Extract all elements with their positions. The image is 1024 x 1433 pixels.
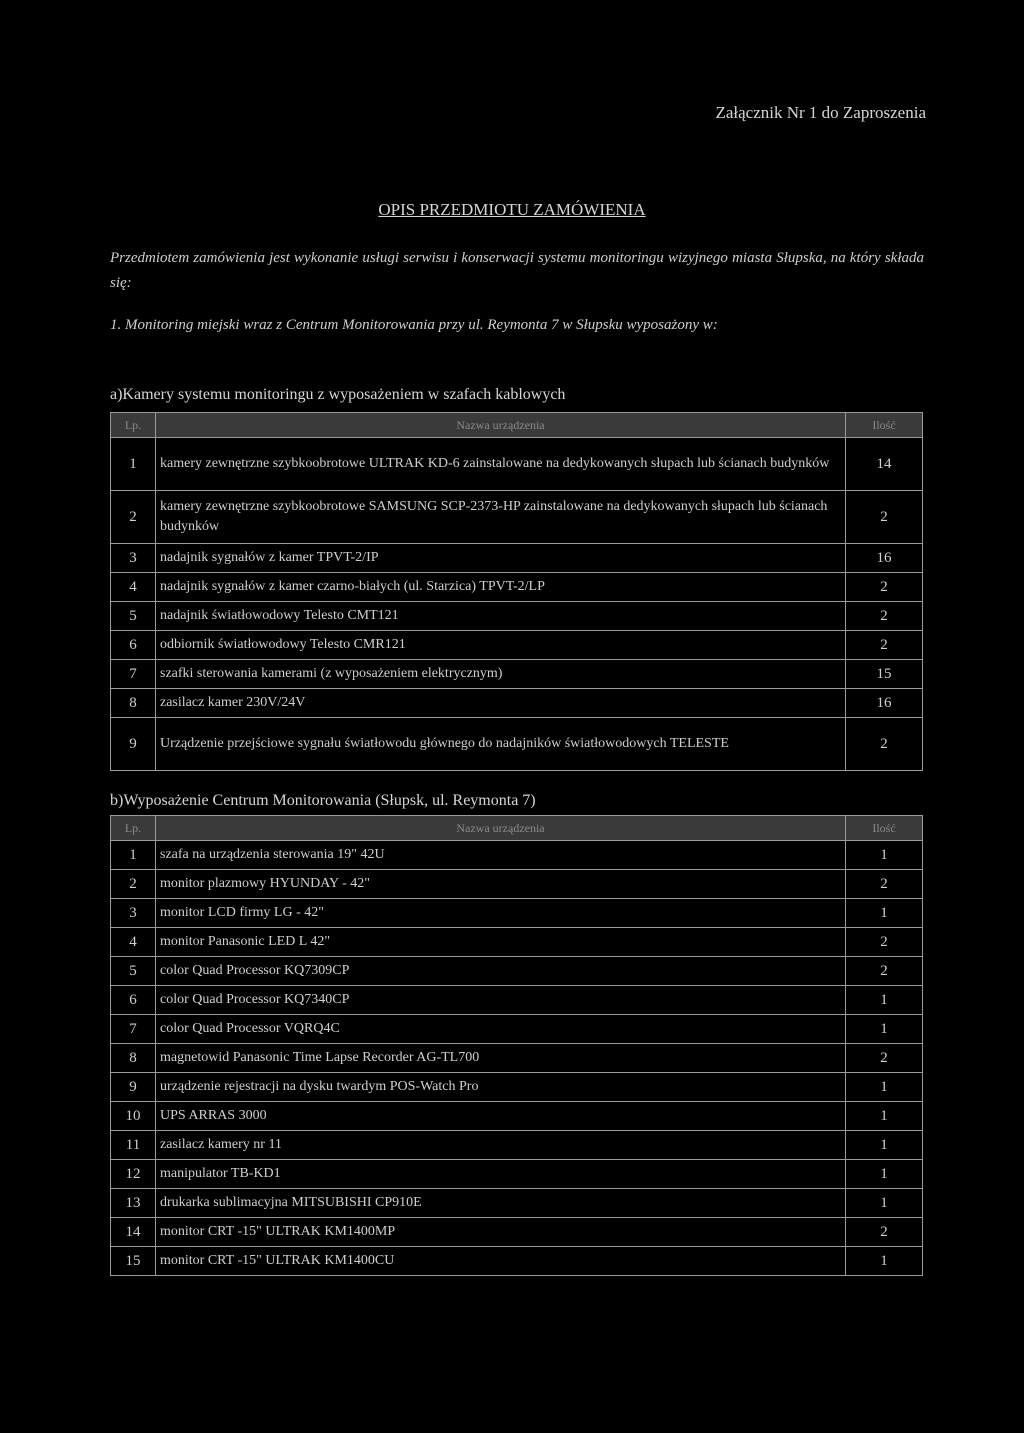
document-title: OPIS PRZEDMIOTU ZAMÓWIENIA [378, 200, 646, 219]
row-quantity: 1 [846, 841, 923, 870]
table-row [111, 986, 923, 1015]
row-quantity: 14 [846, 438, 923, 491]
row-quantity: 15 [846, 660, 923, 689]
row-description: Urządzenie przejściowe sygnału światłowodu głównego do nadajników światłowodowych TELESTE [156, 718, 846, 771]
row-quantity: 1 [846, 1073, 923, 1102]
row-description: zasilacz kamer 230V/24V [156, 689, 846, 718]
row-number: 4 [111, 573, 156, 602]
row-number: 5 [111, 602, 156, 631]
table-row [111, 1044, 923, 1073]
table-a-header-row [111, 413, 923, 438]
table-row [111, 718, 923, 771]
table-b-heading: b)Wyposażenie Centrum Monitorowania (Słupsk, ul. Reymonta 7) [110, 792, 536, 809]
row-description: manipulator TB-KD1 [156, 1160, 846, 1189]
table-row [111, 928, 923, 957]
column-header-quantity: Ilość [846, 413, 923, 438]
table-row [111, 573, 923, 602]
table-row [111, 1189, 923, 1218]
row-description: monitor CRT -15" ULTRAK KM1400CU [156, 1247, 846, 1276]
row-description: monitor Panasonic LED L 42" [156, 928, 846, 957]
row-number: 1 [111, 438, 156, 491]
row-number: 8 [111, 689, 156, 718]
row-quantity: 2 [846, 602, 923, 631]
table-b-header-row [111, 816, 923, 841]
row-description: color Quad Processor VQRQ4C [156, 1015, 846, 1044]
row-number: 6 [111, 631, 156, 660]
row-number: 7 [111, 1015, 156, 1044]
column-header-quantity: Ilość [846, 816, 923, 841]
table-a-heading: a)Kamery systemu monitoringu z wyposażeniem w szafach kablowych [110, 386, 566, 403]
row-number: 8 [111, 1044, 156, 1073]
row-quantity: 1 [846, 1247, 923, 1276]
row-description: urządzenie rejestracji na dysku twardym POS-Watch Pro [156, 1073, 846, 1102]
row-description: color Quad Processor KQ7309CP [156, 957, 846, 986]
row-number: 3 [111, 899, 156, 928]
row-quantity: 2 [846, 631, 923, 660]
row-number: 9 [111, 1073, 156, 1102]
row-description: monitor LCD firmy LG - 42" [156, 899, 846, 928]
row-description: nadajnik sygnałów z kamer czarno-białych (ul. Starzica) TPVT-2/LP [156, 573, 846, 602]
table-row [111, 1160, 923, 1189]
row-quantity: 2 [846, 718, 923, 771]
table-row [111, 899, 923, 928]
table-row [111, 602, 923, 631]
table-row [111, 660, 923, 689]
row-description: szafki sterowania kamerami (z wyposażeniem elektrycznym) [156, 660, 846, 689]
table-b [110, 815, 923, 1276]
table-row [111, 1015, 923, 1044]
row-description: nadajnik światłowodowy Telesto CMT121 [156, 602, 846, 631]
table-a [110, 412, 923, 771]
row-number: 11 [111, 1131, 156, 1160]
row-number: 6 [111, 986, 156, 1015]
row-quantity: 2 [846, 491, 923, 544]
table-row [111, 1073, 923, 1102]
row-quantity: 2 [846, 870, 923, 899]
table-row [111, 544, 923, 573]
row-description: monitor plazmowy HYUNDAY - 42" [156, 870, 846, 899]
row-number: 2 [111, 491, 156, 544]
row-description: kamery zewnętrzne szybkoobrotowe SAMSUNG SCP-2373-HP zainstalowane na dedykowanych słupach lub ścianach budynków [156, 491, 846, 544]
table-row [111, 1247, 923, 1276]
table-row [111, 1102, 923, 1131]
table-row [111, 689, 923, 718]
row-quantity: 1 [846, 1015, 923, 1044]
table-row [111, 1218, 923, 1247]
table-row [111, 631, 923, 660]
table-row [111, 1131, 923, 1160]
table-row [111, 438, 923, 491]
column-header-description: Nazwa urządzenia [156, 413, 846, 438]
row-number: 12 [111, 1160, 156, 1189]
row-quantity: 2 [846, 1218, 923, 1247]
row-number: 15 [111, 1247, 156, 1276]
row-quantity: 2 [846, 573, 923, 602]
row-description: kamery zewnętrzne szybkoobrotowe ULTRAK KD-6 zainstalowane na dedykowanych słupach lub ścianach budynków [156, 438, 846, 491]
row-description: odbiornik światłowodowy Telesto CMR121 [156, 631, 846, 660]
row-number: 4 [111, 928, 156, 957]
row-quantity: 16 [846, 544, 923, 573]
row-number: 9 [111, 718, 156, 771]
row-number: 13 [111, 1189, 156, 1218]
row-number: 1 [111, 841, 156, 870]
row-number: 3 [111, 544, 156, 573]
table-row [111, 870, 923, 899]
row-quantity: 1 [846, 1102, 923, 1131]
table-row [111, 491, 923, 544]
row-quantity: 1 [846, 986, 923, 1015]
row-quantity: 1 [846, 1131, 923, 1160]
row-quantity: 16 [846, 689, 923, 718]
row-quantity: 1 [846, 1189, 923, 1218]
row-description: drukarka sublimacyjna MITSUBISHI CP910E [156, 1189, 846, 1218]
row-description: nadajnik sygnałów z kamer TPVT-2/IP [156, 544, 846, 573]
row-number: 10 [111, 1102, 156, 1131]
row-description: magnetowid Panasonic Time Lapse Recorder AG-TL700 [156, 1044, 846, 1073]
annex-label: Załącznik Nr 1 do Zaproszenia [715, 103, 926, 122]
table-row [111, 957, 923, 986]
row-description: zasilacz kamery nr 11 [156, 1131, 846, 1160]
row-quantity: 1 [846, 1160, 923, 1189]
row-number: 2 [111, 870, 156, 899]
column-header-number: Lp. [111, 413, 156, 438]
section-1-heading: 1. Monitoring miejski wraz z Centrum Monitorowania przy ul. Reymonta 7 w Słupsku wyposażony w: [110, 317, 718, 333]
row-description: monitor CRT -15" ULTRAK KM1400MP [156, 1218, 846, 1247]
row-quantity: 2 [846, 957, 923, 986]
row-quantity: 2 [846, 928, 923, 957]
column-header-description: Nazwa urządzenia [156, 816, 846, 841]
row-number: 5 [111, 957, 156, 986]
intro-paragraph: Przedmiotem zamówienia jest wykonanie usługi serwisu i konserwacji systemu monitoringu wizyjnego miasta Słupska, na który składa się: [110, 250, 924, 291]
row-description: color Quad Processor KQ7340CP [156, 986, 846, 1015]
table-row [111, 841, 923, 870]
row-quantity: 2 [846, 1044, 923, 1073]
row-description: UPS ARRAS 3000 [156, 1102, 846, 1131]
column-header-number: Lp. [111, 816, 156, 841]
row-quantity: 1 [846, 899, 923, 928]
row-description: szafa na urządzenia sterowania 19" 42U [156, 841, 846, 870]
row-number: 7 [111, 660, 156, 689]
row-number: 14 [111, 1218, 156, 1247]
